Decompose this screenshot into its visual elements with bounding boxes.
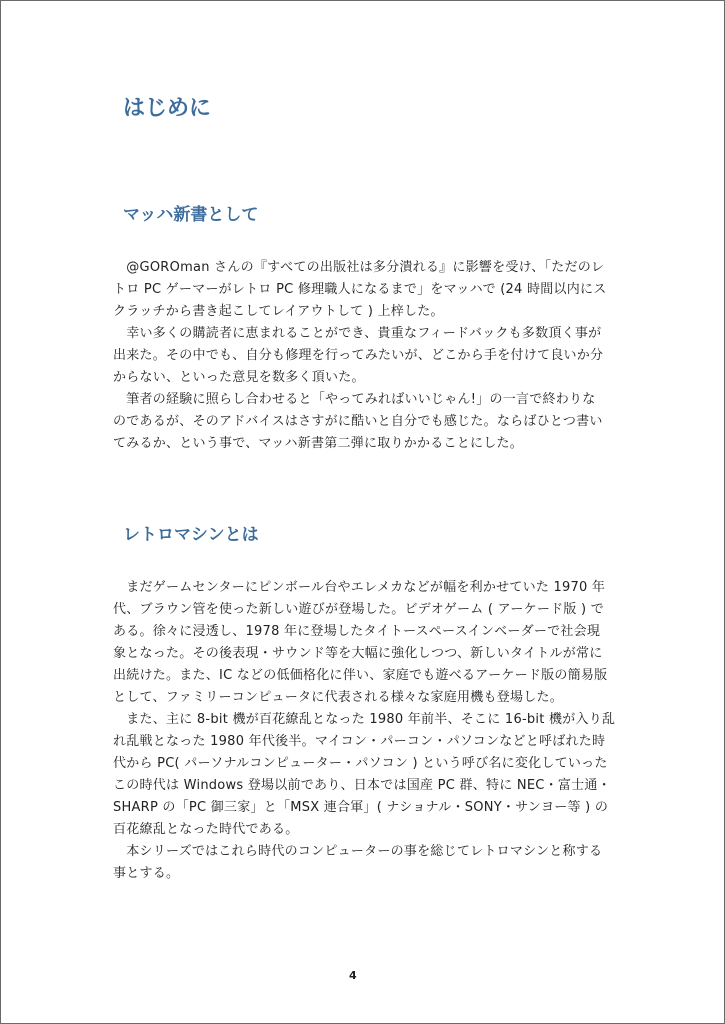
text-line: SHARP の「PC 御三家」と「MSX 連合軍」( ナショナル・SONY・サンヨー等 ) の — [113, 800, 609, 815]
text-line: ある。徐々に浸透し、1978 年に登場したタイトースペースインベーダーで社会現 — [113, 624, 601, 639]
text-line: 象となった。その後表現・サウンド等を大幅に強化しつつ、新しいタイトルが常に — [113, 646, 603, 661]
page-title: はじめに — [123, 96, 212, 121]
text-line: また、主に 8-bit 機が百花繚乱となった 1980 年前半、そこに 16-bit 機が入り乱 — [113, 712, 616, 727]
text-line: 百花繚乱となった時代である。 — [113, 822, 299, 837]
text-line: トロ PC ゲーマーがレトロ PC 修理職人になるまで」をマッハで (24 時間以内にス — [113, 282, 607, 297]
text-line: クラッチから書き起こしてレイアウトして ) 上梓した。 — [113, 304, 444, 319]
section-body-mach-shinsho — [113, 257, 613, 455]
text-line: からない、といった意見を数多く頂いた。 — [113, 370, 365, 385]
section-heading-retro-machine: レトロマシンとは — [123, 525, 259, 545]
text-line: この時代は Windows 登場以前であり、日本では国産 PC 群、特に NEC・富士通・ — [113, 778, 611, 793]
text-line: 本シリーズではこれら時代のコンピューターの事を総じてレトロマシンと称する — [113, 844, 603, 859]
text-line: 出続けた。また、IC などの低価格化に伴い、家庭でも遊べるアーケード版の簡易版 — [113, 668, 608, 683]
text-line: まだゲームセンターにピンボール台やエレメカなどが幅を利かせていた 1970 年 — [113, 580, 606, 595]
text-line: @GOROman さんの『すべての出版社は多分潰れる』に影響を受け、「ただのレ — [113, 260, 605, 275]
text-line: 筆者の経験に照らし合わせると「やってみればいいじゃん!」の一言で終わりな — [113, 392, 596, 407]
text-line: 事とする。 — [113, 866, 180, 881]
text-line: として、ファミリーコンピュータに代表される様々な家庭用機も登場した。 — [113, 690, 563, 705]
section-heading-mach-shinsho: マッハ新書として — [123, 205, 259, 225]
text-line: 代、ブラウン管を使った新しい遊びが登場した。ビデオゲーム ( アーケード版 ) で — [113, 602, 605, 617]
text-line: 代から PC( パーソナルコンピューター・パソコン ) という呼び名に変化していった — [113, 756, 608, 771]
page-number: 4 — [349, 969, 357, 982]
section-body-retro-machine — [113, 577, 616, 885]
text-line: のであるが、そのアドバイスはさすがに酷いと自分でも感じた。ならばひとつ書い — [113, 414, 603, 429]
text-line: てみるか、という事で、マッハ新書第二弾に取りかかることにした。 — [113, 436, 523, 451]
text-line: 出来た。その中でも、自分も修理を行ってみたいが、どこから手を付けて良いか分 — [113, 348, 604, 363]
text-line: 幸い多くの購読者に恵まれることができ、貴重なフィードバックも多数頂く事が — [113, 326, 602, 341]
text-line: れ乱戦となった 1980 年代後半。マイコン・パーコン・パソコンなどと呼ばれた時 — [113, 734, 606, 749]
